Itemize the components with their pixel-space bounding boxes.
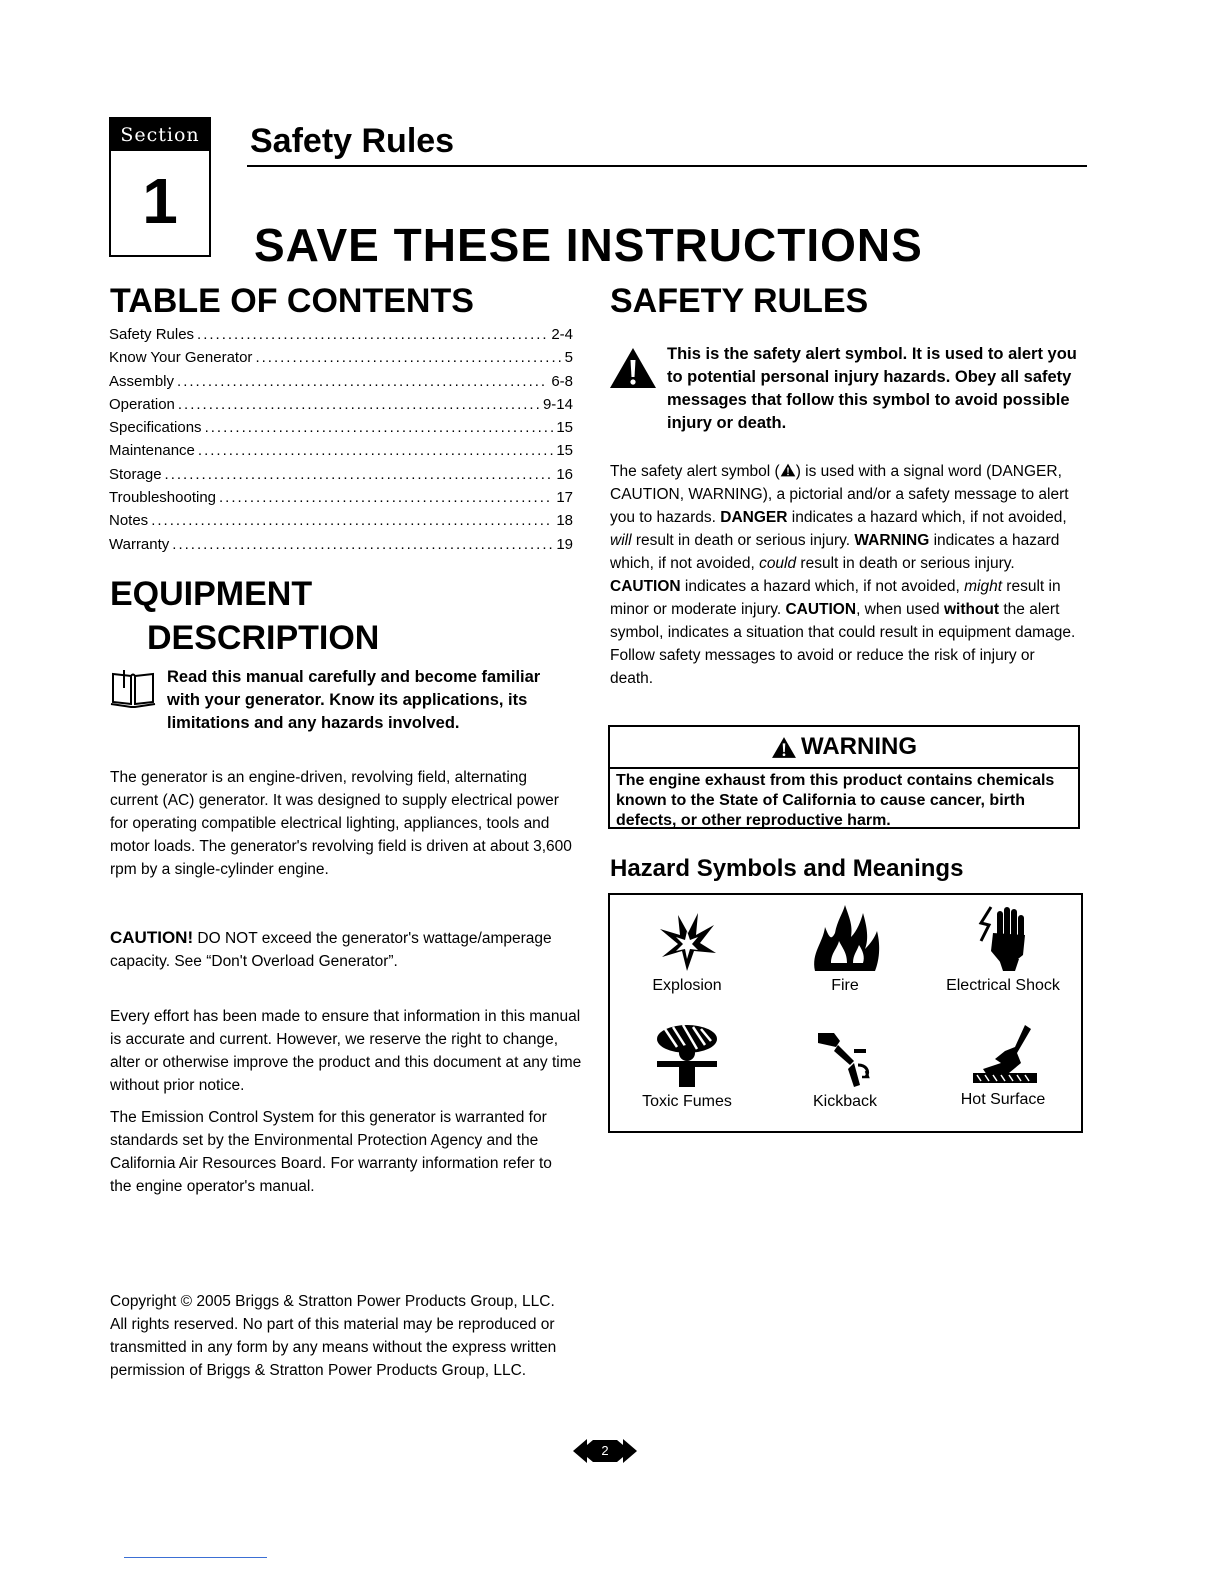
toc-dots bbox=[219, 489, 553, 506]
safety-alert-notice: This is the safety alert symbol. It is used to alert you to potential personal injury hazards. Obey all safety messages that follow this symbol to avoid possible injury or death. bbox=[667, 345, 1077, 432]
page-number-badge bbox=[573, 1438, 637, 1464]
signal-word-caution: CAUTION bbox=[610, 578, 681, 595]
header-title: Safety Rules bbox=[250, 122, 455, 160]
toc-item-page: 18 bbox=[556, 512, 573, 530]
toc-item-page: 19 bbox=[556, 535, 573, 553]
section-number: 1 bbox=[142, 165, 178, 237]
toc-dots bbox=[178, 396, 540, 413]
signal-text: indicates a hazard which, if not avoided, bbox=[787, 509, 1067, 526]
toc-item bbox=[109, 466, 573, 489]
hazard-symbols-box bbox=[608, 893, 1083, 1133]
section-label: Section bbox=[111, 119, 209, 151]
electrical-shock-icon bbox=[975, 903, 1031, 973]
signal-text: indicates a hazard which, if not avoided, bbox=[680, 578, 965, 595]
copyright-notice: Copyright © 2005 Briggs & Stratton Power Products Group, LLC. All rights reserved. No part of this material may be reproduced or transmitted in any form by any means without the express written permission of Briggs & Stratton Power Products Group, LLC. bbox=[110, 1293, 557, 1379]
main-title: SAVE THESE INSTRUCTIONS bbox=[254, 219, 923, 271]
hazard-item bbox=[612, 911, 762, 995]
toc-dots bbox=[177, 373, 548, 390]
hazard-item bbox=[770, 903, 920, 995]
toc-item-page: 16 bbox=[556, 465, 573, 483]
caution-paragraph bbox=[110, 926, 575, 973]
inline-alert-icon bbox=[780, 463, 796, 477]
hazard-label: Hot Surface bbox=[960, 1091, 1046, 1108]
toc-item-title: Warranty bbox=[109, 535, 170, 553]
header-rule bbox=[247, 165, 1087, 167]
signal-word-caution: CAUTION bbox=[785, 601, 857, 618]
hazard-symbols-heading: Hazard Symbols and Meanings bbox=[610, 855, 964, 882]
signal-text: ) is used with a signal word (DANGER, CAUTION, WARNING), a pictorial and/or a safety message to alert you to hazards. bbox=[610, 463, 1069, 526]
toc-dots bbox=[255, 349, 561, 366]
signal-emphasis: will bbox=[610, 532, 632, 549]
toc-item-title: Operation bbox=[109, 395, 175, 413]
fire-icon bbox=[809, 903, 881, 973]
toc-item-title: Safety Rules bbox=[109, 326, 195, 343]
signal-text: indicates a hazard which, if not avoided, bbox=[610, 532, 1060, 572]
read-manual-notice: Read this manual carefully and become familiar with your generator. Know its applications, its limitations and any hazards involved. bbox=[167, 668, 541, 732]
toc-item bbox=[109, 512, 573, 535]
toc-item-title: Troubleshooting bbox=[109, 489, 217, 507]
hazard-label: Explosion bbox=[652, 977, 722, 994]
signal-word-danger: DANGER bbox=[720, 509, 788, 526]
manual-book-icon bbox=[110, 668, 156, 710]
toc-item-title: Notes bbox=[109, 512, 149, 530]
signal-emphasis: without bbox=[943, 601, 1000, 618]
toc-dots bbox=[172, 536, 553, 553]
toc-dots bbox=[165, 466, 554, 483]
signal-emphasis: could bbox=[759, 555, 797, 572]
toc-item-page: 17 bbox=[556, 489, 573, 507]
toc-item-title: Specifications bbox=[109, 419, 202, 437]
toc-item-title: Maintenance bbox=[109, 442, 195, 460]
equipment-heading-line1: EQUIPMENT bbox=[110, 575, 313, 613]
signal-text: result in death or serious injury. bbox=[631, 532, 855, 549]
accuracy-paragraph: Every effort has been made to ensure that information in this manual is accurate and current. However, we reserve the right to change, alter or otherwise improve the product and this document at any time without prior notice. bbox=[110, 1008, 582, 1094]
toc-item-page: 15 bbox=[556, 419, 573, 437]
safety-rules-heading: SAFETY RULES bbox=[610, 282, 869, 320]
signal-text: the alert symbol, indicates a situation that could result in equipment damage. Follow safety messages to avoid or reduce the risk of injury or death. bbox=[610, 601, 1076, 687]
page-number: 2 bbox=[601, 1443, 609, 1458]
signal-word-warning: WARNING bbox=[854, 532, 930, 549]
equipment-heading bbox=[110, 572, 379, 660]
warning-box-header bbox=[610, 727, 1078, 769]
signal-text: result in minor or moderate injury. bbox=[610, 578, 1061, 618]
signal-word-paragraph bbox=[610, 460, 1080, 690]
warning-box-title: WARNING bbox=[801, 733, 917, 760]
toc-item bbox=[109, 489, 573, 512]
signal-text: , when used bbox=[856, 601, 944, 618]
toc-dots bbox=[205, 419, 554, 436]
hazard-label: Kickback bbox=[812, 1093, 878, 1110]
warning-box bbox=[608, 725, 1080, 829]
caution-text: DO NOT exceed the generator's wattage/amperage capacity. See “Don't Overload Generator”. bbox=[110, 930, 552, 970]
toc-item bbox=[109, 419, 573, 442]
explosion-icon bbox=[656, 911, 718, 973]
equipment-heading-line2: DESCRIPTION bbox=[147, 619, 380, 657]
toc-item-page: 2-4 bbox=[551, 326, 573, 343]
signal-text: result in death or serious injury. bbox=[796, 555, 1015, 572]
toc-item bbox=[109, 373, 573, 396]
toc-item-page: 15 bbox=[556, 442, 573, 460]
hazard-label: Electrical Shock bbox=[946, 977, 1060, 994]
section-badge bbox=[109, 117, 211, 257]
hazard-item bbox=[612, 1023, 762, 1111]
toc-item-page: 5 bbox=[564, 349, 573, 367]
toc-item-page: 9-14 bbox=[542, 395, 573, 413]
footer-link-underline bbox=[124, 1557, 267, 1558]
kickback-icon bbox=[810, 1025, 880, 1089]
toc-item bbox=[109, 396, 573, 419]
hazard-label: Fire bbox=[831, 977, 859, 994]
toc-item-title: Know Your Generator bbox=[109, 349, 253, 367]
toc-item-title: Assembly bbox=[109, 372, 175, 390]
toc-item bbox=[109, 326, 573, 349]
signal-text: The safety alert symbol ( bbox=[610, 463, 780, 480]
hazard-label: Toxic Fumes bbox=[642, 1093, 732, 1110]
warning-box-text: The engine exhaust from this product contains chemicals known to the State of California to cause cancer, birth defects, or other reproductive harm. bbox=[616, 772, 1055, 829]
equipment-description-paragraph: The generator is an engine-driven, revolving field, alternating current (AC) generator. It was designed to supply electrical power for operating compatible electrical lighting, appliances, tools and motor loads. The generator's revolving field is driven at about 3,600 rpm by a single-cylinder engine. bbox=[110, 769, 572, 878]
toc-item bbox=[109, 349, 573, 372]
toc-item-page: 6-8 bbox=[551, 372, 573, 390]
toc-heading: TABLE OF CONTENTS bbox=[110, 282, 474, 320]
hazard-item bbox=[928, 903, 1078, 995]
toc-item bbox=[109, 442, 573, 465]
toc-item-title: Storage bbox=[109, 465, 162, 483]
toc-dots bbox=[197, 326, 548, 343]
toxic-fumes-icon bbox=[647, 1023, 727, 1089]
toc-dots bbox=[198, 442, 553, 459]
hazard-item bbox=[928, 1023, 1078, 1109]
toc-dots bbox=[151, 512, 553, 529]
warning-alert-icon bbox=[771, 736, 797, 759]
toc-item bbox=[109, 536, 573, 559]
safety-alert-icon bbox=[608, 346, 658, 390]
signal-emphasis: might bbox=[964, 578, 1002, 595]
toc-list bbox=[109, 326, 573, 559]
hot-surface-icon bbox=[965, 1023, 1041, 1087]
caution-label: CAUTION! bbox=[110, 928, 194, 947]
hazard-item bbox=[770, 1025, 920, 1111]
emission-paragraph: The Emission Control System for this generator is warranted for standards set by the Environmental Protection Agency and the California Air Resources Board. For warranty information refer to the engine operator's manual. bbox=[110, 1109, 552, 1195]
